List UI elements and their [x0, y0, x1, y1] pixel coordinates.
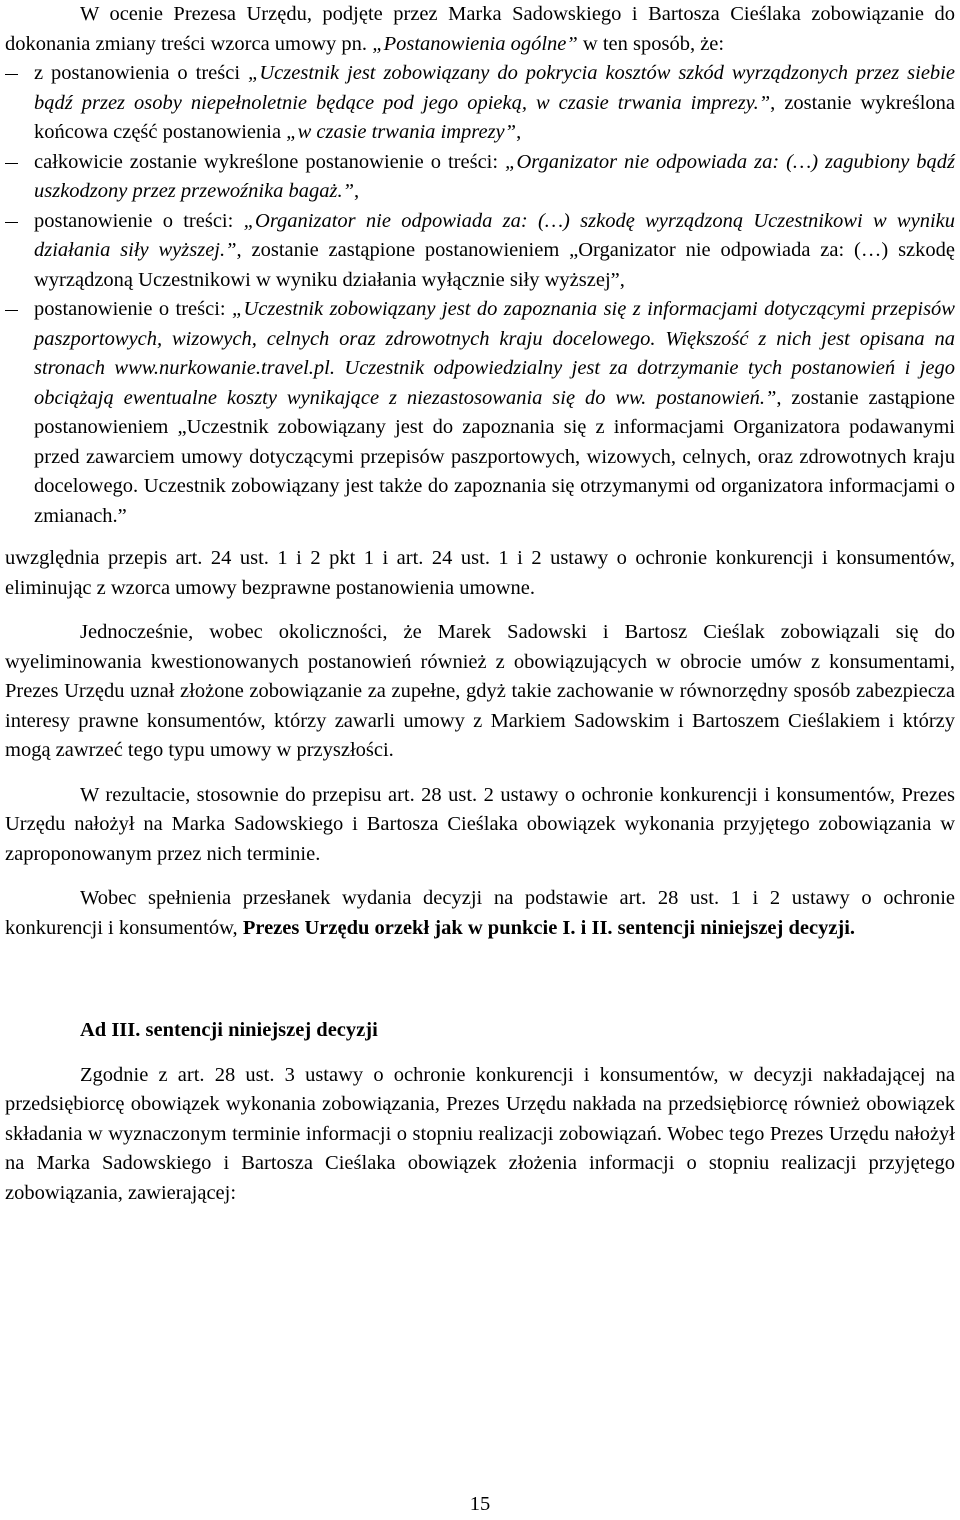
list-item	[5, 207, 955, 296]
list-item-quote: „Uczestnik jest zobowiązany do pokrycia kosztów szkód wyrządzonych przez siebie bądź przez osoby niepełnoletnie będące pod jego opieką, w czasie trwania imprezy.”	[34, 62, 955, 114]
list-item-text: całkowicie zostanie wykreślone postanowienie o treści:	[34, 150, 506, 173]
list-item-quote: „w czasie trwania imprezy”	[286, 121, 517, 143]
list-item-text: postanowienie o treści:	[34, 209, 244, 232]
list-item-text: ,	[516, 121, 522, 143]
list-item	[5, 148, 955, 207]
wobec-text: Wobec spełnienia przesłanek wydania decyzji na podstawie art. 28 ust. 1 i 2 ustawy o ochronie konkurencji i konsumentów,	[5, 887, 955, 939]
intro-text-end: w ten sposób, że:	[577, 32, 725, 55]
page-number: 15	[469, 1493, 491, 1515]
zgodnie-paragraph: Zgodnie z art. 28 ust. 3 ustawy o ochronie konkurencji i konsumentów, w decyzji nakładającej na przedsiębiorcę obowiązek wykonania zobowiązania, Prezes Urzędu nakłada na przedsiębiorcę również obowiązek składania w wyznaczonym terminie informacji o stopniu realizacji zobowiązań. Wobec tego Prezes Urzędu nałożył na Marka Sadowskiego i Bartosza Cieślaka obowiązek złożenia informacji o stopniu realizacji przyjętego zobowiązania, zawierającej:	[5, 1063, 955, 1204]
wzorzec-title: „Postanowienia ogólne”	[372, 32, 578, 55]
uwzglednia-paragraph: uwzględnia przepis art. 24 ust. 1 i 2 pkt 1 i art. 24 ust. 1 i 2 ustawy o ochronie konkurencji i konsumentów, eliminując z wzorca umowy bezprawne postanowienia umowne.	[5, 547, 955, 599]
list-item	[5, 295, 955, 531]
list-item-quote: „Organizator nie odpowiada za: (…) szkodę wyrządzoną Uczestnikowi w wyniku działania siły wyższej.”	[34, 209, 955, 261]
list-item-text: , zostanie wykreślona końcowa część postanowienia	[34, 91, 956, 143]
jednoczesnie-paragraph: Jednocześnie, wobec okoliczności, że Marek Sadowski i Bartosz Cieślak zobowiązali się do wyeliminowania kwestionowanych postanowień również z obowiązujących w obrocie umów z konsumentami, Prezes Urzędu uznał złożone zobowiązanie za zupełne, gdyż takie zachowanie w równorzędny sposób zabezpiecza interesy prawne konsumentów, którzy zawarli umowy z Markiem Sadowskim i Bartoszem Cieślakiem i którzy mogą zawrzeć tego typu umowy w przyszłości.	[5, 621, 955, 761]
list-item-text: z postanowienia o treści	[34, 62, 248, 84]
list-item-text: , zostanie zastąpione postanowieniem „Uczestnik zobowiązany jest do zapoznania się z informacjami Organizatora podawanymi przed zawarciem umowy dotyczącymi przepisów paszportowych, wizowych, celnych, oraz zdrowotnych kraju docelowego. Uczestnik zobowiązany jest także do zapoznania się otrzymanymi od organizatora informacjami o zmianach.”	[34, 386, 955, 527]
list-item	[5, 59, 955, 148]
intro-paragraph	[5, 0, 955, 59]
list-item-quote: „Uczestnik zobowiązany jest do zapoznania się z informacjami dotyczącymi przepisów paszportowych, wizowych, celnych oraz zdrowotnych kraju docelowego. Większość z nich jest opisana na stronach www.nurkowanie.travel.pl. Uczestnik odpowiedzialny jest za dotrzymanie tych postanowień i jego obciążają ewentualne koszty wynikające z niezastosowania się do ww. postanowień.”	[34, 298, 955, 409]
wobec-paragraph	[5, 884, 955, 943]
changes-list	[5, 59, 955, 531]
intro-text: W ocenie Prezesa Urzędu, podjęte przez Marka Sadowskiego i Bartosza Cieślaka zobowiązanie do dokonania zmiany treści wzorca umowy pn.	[5, 3, 955, 55]
list-item-quote: „Organizator nie odpowiada za: (…) zagubiony bądź uszkodzony przez przewoźnika bagaż.”	[34, 150, 955, 202]
list-item-text: postanowienie o treści:	[34, 298, 233, 320]
list-item-text: ,	[354, 180, 360, 202]
list-item-text: , zostanie zastąpione postanowieniem „Organizator nie odpowiada za: (…) szkodę wyrządzoną Uczestnikowi w wyniku działania wyłącznie siły wyższej”,	[34, 239, 955, 291]
document-page	[5, 0, 955, 1208]
rezultacie-paragraph: W rezultacie, stosownie do przepisu art. 28 ust. 2 ustawy o ochronie konkurencji i konsumentów, Prezes Urzędu nałożył na Marka Sadowskiego i Bartosza Cieślaka obowiązek wykonania przyjętego zobowiązania w zaproponowanym przez nich terminie.	[5, 783, 955, 865]
section-heading: Ad III. sentencji niniejszej decyzji	[80, 1019, 378, 1041]
wobec-decision: Prezes Urzędu orzekł jak w punkcie I. i II. sentencji niniejszej decyzji.	[242, 916, 856, 939]
